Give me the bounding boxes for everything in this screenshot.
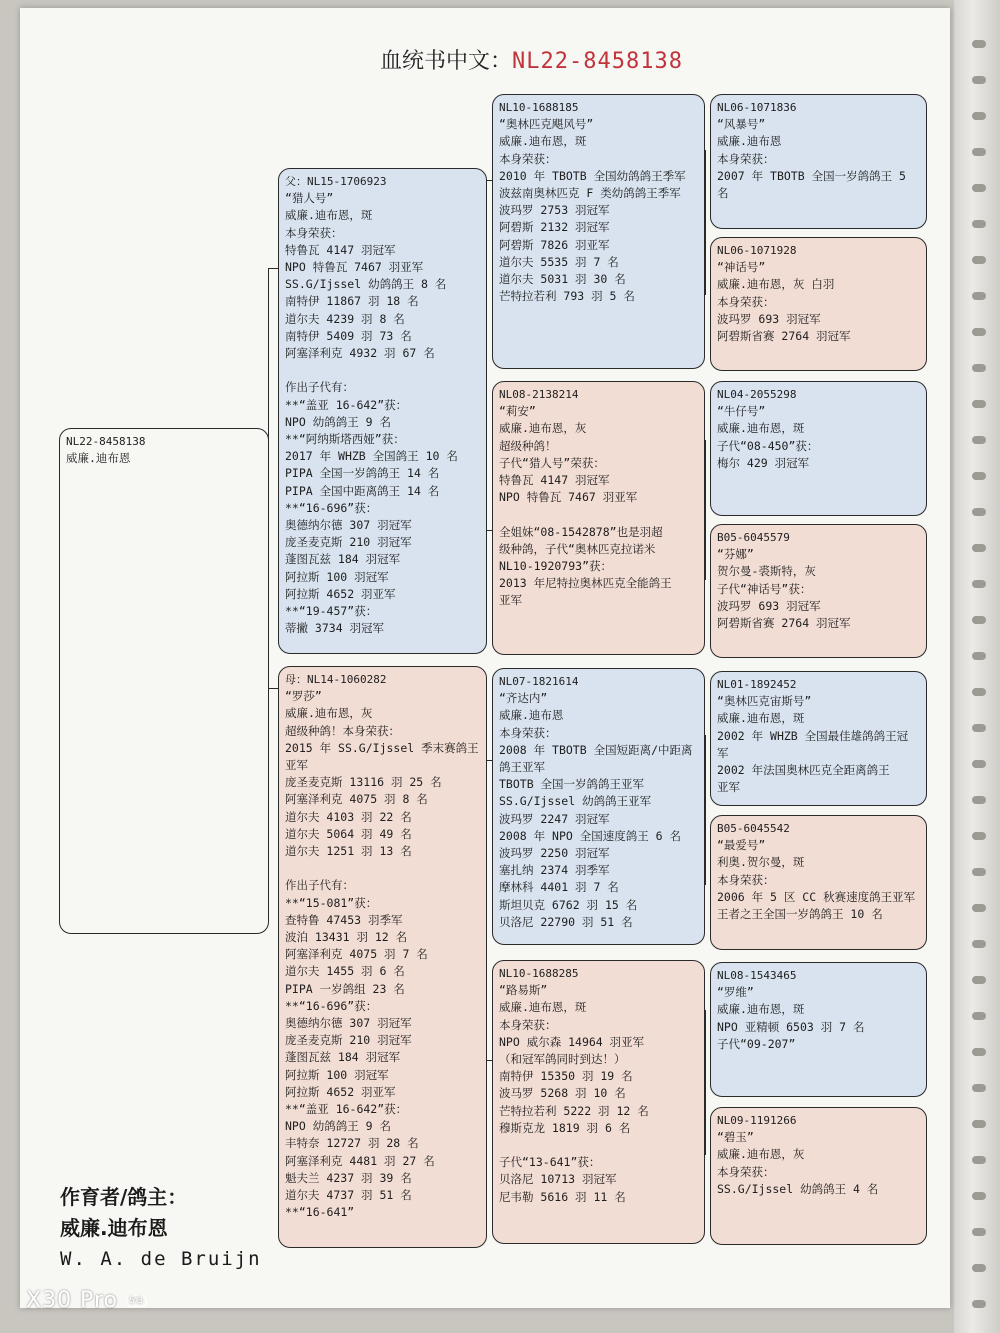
- binder-hole: [972, 544, 986, 552]
- grandparent-ring: NL08-2138214: [499, 388, 579, 401]
- great-grandparent-box: [710, 815, 927, 950]
- detail-line: TBOTB 全国一岁鸽鸽王亚军: [499, 777, 645, 792]
- detail-line: 威廉.迪布恩，斑: [717, 421, 805, 436]
- detail-line: 道尔夫 4239 羽 8 名: [285, 311, 405, 326]
- binder-hole: [972, 976, 986, 984]
- detail-line: **“阿纳斯塔西娅”获：: [285, 432, 405, 447]
- binder-hole: [972, 40, 986, 48]
- detail-line: 子代“09-207”: [717, 1036, 796, 1051]
- binder-hole: [972, 580, 986, 588]
- great-grandparent-ring: NL04-2055298: [717, 388, 797, 401]
- detail-line: 芒特拉若利 793 羽 5 名: [499, 289, 635, 304]
- detail-line: SS.G/Ijssel 幼鸽鸽王 4 名: [717, 1181, 879, 1196]
- detail-line: 2006 年 5 区 CC 秋赛速度鸽王亚军: [717, 889, 916, 904]
- detail-line: 南特伊 15350 羽 19 名: [499, 1069, 633, 1084]
- great-grandparent-details: [717, 837, 921, 923]
- grandparent-ring: NL07-1821614: [499, 675, 579, 688]
- great-grandparent-details: [717, 403, 921, 472]
- great-grandparent-details: [717, 1129, 921, 1198]
- granddam-maternal-box: [492, 960, 705, 1244]
- detail-line: 阿拉斯 4652 羽亚军: [285, 1084, 396, 1099]
- binder-hole: [972, 256, 986, 264]
- sire-box: [278, 168, 487, 654]
- detail-line: 利奥.贺尔曼，斑: [717, 855, 805, 870]
- detail-line: 庞圣麦克斯 210 羽冠军: [285, 535, 412, 550]
- detail-line: 芒特拉若利 5222 羽 12 名: [499, 1103, 649, 1118]
- detail-line: 本身荣获：: [499, 725, 557, 740]
- detail-line: 阿拉斯 100 羽冠军: [285, 569, 389, 584]
- binder-hole: [972, 508, 986, 516]
- detail-line: 威廉.迪布恩，灰: [499, 421, 587, 436]
- detail-line: NPO 特鲁瓦 7467 羽亚军: [285, 260, 424, 275]
- detail-line: 2008 年 NPO 全国速度鸽王 6 名: [499, 828, 682, 843]
- detail-line: **“盖亚 16-642”获：: [285, 397, 408, 412]
- binder-hole: [972, 472, 986, 480]
- great-grandparent-details: [717, 259, 921, 345]
- great-grandparent-ring: NL09-1191266: [717, 1114, 797, 1127]
- detail-line: 道尔夫 5031 羽 30 名: [499, 272, 626, 287]
- detail-line: 超级种鸽！本身荣获：: [285, 723, 400, 738]
- detail-line: 波玛罗 693 羽冠军: [717, 311, 821, 326]
- dam-ring: 母：NL14-1060282: [285, 673, 387, 686]
- detail-line: 级种鸽，子代“奥林匹克拉诺米: [499, 541, 656, 556]
- binder-hole: [972, 436, 986, 444]
- detail-line: 阿碧斯 2132 羽冠军: [499, 220, 610, 235]
- detail-line: 塞扎纳 2374 羽季军: [499, 863, 610, 878]
- detail-line: PIPA 一岁鸽组 23 名: [285, 981, 405, 996]
- detail-line: 亚军: [499, 593, 522, 608]
- detail-line: 波马罗 5268 羽 10 名: [499, 1086, 626, 1101]
- detail-line: 道尔夫 5535 羽 7 名: [499, 254, 619, 269]
- detail-line: 2002 年 WHZB 全国最佳雄鸽鸽王冠: [717, 728, 909, 743]
- detail-line: 特鲁瓦 4147 羽冠军: [499, 473, 610, 488]
- breeder-block: [60, 1182, 262, 1275]
- title-prefix: 血统书中文：: [380, 49, 513, 74]
- binder-hole: [972, 1264, 986, 1272]
- detail-line: 阿碧斯省赛 2764 羽冠军: [717, 329, 851, 344]
- detail-line: “最爱号”: [717, 838, 766, 853]
- great-grandparent-box: [710, 94, 927, 229]
- detail-line: 威廉.迪布恩，斑: [499, 134, 587, 149]
- great-grandparent-details: [717, 546, 921, 632]
- subject-ring: NL22-8458138: [66, 435, 146, 448]
- binder-hole: [972, 760, 986, 768]
- detail-line: “猎人号”: [285, 191, 334, 206]
- detail-line: PIPA 全国中距离鸽王 14 名: [285, 483, 440, 498]
- detail-line: NL10-1920793”获：: [499, 559, 613, 574]
- binder-hole: [972, 1048, 986, 1056]
- binder-hole: [972, 1084, 986, 1092]
- detail-line: 本身荣获：: [717, 872, 775, 887]
- detail-line: 鸽王亚军: [499, 760, 545, 775]
- detail-line: 阿塞泽利克 4075 羽 8 名: [285, 792, 428, 807]
- title-ring-number: NL22-8458138: [512, 49, 683, 74]
- binder-hole: [972, 1012, 986, 1020]
- breeder-label: 作育者/鸽主：: [60, 1185, 188, 1209]
- detail-line: 本身荣获：: [285, 225, 343, 240]
- detail-line: [499, 1137, 699, 1154]
- great-grandparent-box: [710, 962, 927, 1097]
- detail-line: 2017 年 WHZB 全国鸽王 10 名: [285, 449, 458, 464]
- great-grandparent-ring: NL08-1543465: [717, 969, 797, 982]
- connector-line: [705, 1010, 706, 1155]
- detail-line: [285, 860, 481, 877]
- sleeve-edge: [954, 0, 1000, 1333]
- great-grandparent-details: [717, 693, 921, 796]
- detail-line: 尼韦勒 5616 羽 11 名: [499, 1189, 626, 1204]
- binder-hole: [972, 220, 986, 228]
- detail-line: 波兹南奥林匹克 F 类幼鸽鸽王季军: [499, 186, 681, 201]
- detail-line: **“19-457”获：: [285, 604, 378, 619]
- detail-line: [499, 506, 699, 523]
- binder-hole: [972, 1228, 986, 1236]
- binder-hole: [972, 796, 986, 804]
- detail-line: 本身荣获：: [499, 1017, 557, 1032]
- detail-line: 波泊 13431 羽 12 名: [285, 930, 408, 945]
- connector-line: [705, 150, 706, 295]
- detail-line: **“16-696”获：: [285, 500, 378, 515]
- detail-line: “牛仔号”: [717, 404, 766, 419]
- connector-line: [268, 688, 278, 689]
- detail-line: 波玛罗 693 羽冠军: [717, 598, 821, 613]
- binder-hole: [972, 112, 986, 120]
- subject-owner: 威廉.迪布恩: [66, 451, 131, 466]
- detail-line: 阿塞泽利克 4481 羽 27 名: [285, 1153, 435, 1168]
- detail-line: “齐达内”: [499, 691, 548, 706]
- granddam-paternal-box: [492, 381, 705, 655]
- detail-line: 作出子代有：: [285, 380, 354, 395]
- detail-line: 蓬图瓦兹 184 羽冠军: [285, 552, 401, 567]
- binder-hole: [972, 868, 986, 876]
- detail-line: 奥德纳尔德 307 羽冠军: [285, 518, 412, 533]
- great-grandparent-box: [710, 237, 927, 371]
- great-grandparent-ring: NL01-1892452: [717, 678, 797, 691]
- detail-line: 作出子代有：: [285, 878, 354, 893]
- detail-line: 2015 年 SS.G/Ijssel 季末赛鸽王: [285, 740, 479, 755]
- detail-line: NPO 幼鸽鸽王 9 名: [285, 1119, 391, 1134]
- great-grandparent-box: [710, 524, 927, 658]
- detail-line: 2002 年法国奥林匹克全距离鸽王: [717, 763, 890, 778]
- detail-line: 威廉.迪布恩，斑: [717, 1002, 805, 1017]
- detail-line: 波玛罗 2247 羽冠军: [499, 811, 610, 826]
- detail-line: 阿塞泽利克 4932 羽 67 名: [285, 346, 435, 361]
- detail-line: 子代“08-450”获：: [717, 438, 819, 453]
- detail-line: “莉安”: [499, 404, 536, 419]
- grandparent-details: [499, 982, 699, 1206]
- detail-line: SS.G/Ijssel 幼鸽鸽王亚军: [499, 794, 652, 809]
- detail-line: 道尔夫 4737 羽 51 名: [285, 1188, 412, 1203]
- dam-box: [278, 666, 487, 1248]
- detail-line: NPO 特鲁瓦 7467 羽亚军: [499, 490, 638, 505]
- detail-line: 威廉.迪布恩，灰: [285, 706, 373, 721]
- binder-hole: [972, 76, 986, 84]
- detail-line: 道尔夫 1455 羽 6 名: [285, 964, 405, 979]
- connector-line: [705, 440, 706, 580]
- great-grandparent-ring: B05-6045579: [717, 531, 790, 544]
- binder-hole: [972, 688, 986, 696]
- detail-line: 威廉.迪布恩，灰 白羽: [717, 277, 835, 292]
- detail-line: 蒂撇 3734 羽冠军: [285, 621, 385, 636]
- detail-line: 本身荣获：: [717, 151, 775, 166]
- detail-line: 名: [717, 186, 729, 201]
- detail-line: 南特伊 5409 羽 73 名: [285, 328, 412, 343]
- detail-line: 王者之王全国一岁鸽鸽王 10 名: [717, 907, 883, 922]
- great-grandparent-ring: B05-6045542: [717, 822, 790, 835]
- breeder-name-latin: W. A. de Bruijn: [60, 1248, 262, 1270]
- great-grandparent-box: [710, 1107, 927, 1245]
- detail-line: 威廉.迪布恩: [717, 134, 782, 149]
- detail-line: 贝洛尼 22790 羽 51 名: [499, 914, 633, 929]
- detail-line: 阿拉斯 100 羽冠军: [285, 1067, 389, 1082]
- detail-line: 蓬图瓦兹 184 羽冠军: [285, 1050, 401, 1065]
- binder-hole: [972, 1156, 986, 1164]
- detail-line: “神话号”: [717, 260, 766, 275]
- detail-line: 阿碧斯 7826 羽亚军: [499, 237, 610, 252]
- detail-line: 威廉.迪布恩，灰: [717, 1147, 805, 1162]
- detail-line: 2008 年 TBOTB 全国短距离/中距离: [499, 742, 693, 757]
- binder-hole: [972, 1120, 986, 1128]
- detail-line: 道尔夫 5064 羽 49 名: [285, 826, 412, 841]
- detail-line: 2007 年 TBOTB 全国一岁鸽鸽王 5: [717, 168, 906, 183]
- great-grandparent-ring: NL06-1071836: [717, 101, 797, 114]
- binder-hole: [972, 940, 986, 948]
- detail-line: 本身荣获：: [717, 1164, 775, 1179]
- binder-hole: [972, 904, 986, 912]
- detail-line: （和冠军鸽同时到达！）: [499, 1052, 626, 1067]
- binder-hole: [972, 400, 986, 408]
- detail-line: NPO 威尔森 14964 羽亚军: [499, 1034, 645, 1049]
- great-grandparent-ring: NL06-1071928: [717, 244, 797, 257]
- page-title: [380, 44, 683, 75]
- detail-line: **“15-081”获：: [285, 895, 378, 910]
- camera-watermark: [26, 1288, 147, 1313]
- detail-line: 庞圣麦克斯 13116 羽 25 名: [285, 775, 442, 790]
- sire-ring: 父：NL15-1706923: [285, 175, 387, 188]
- sire-details: [285, 190, 481, 637]
- grandparent-details: [499, 116, 699, 305]
- grandparent-details: [499, 690, 699, 931]
- detail-line: 查特鲁 47453 羽季军: [285, 912, 403, 927]
- detail-line: “风暴号”: [717, 117, 766, 132]
- detail-line: 2013 年尼特拉奥林匹克全能鸽王: [499, 576, 672, 591]
- binder-hole: [972, 1192, 986, 1200]
- grandsire-maternal-box: [492, 668, 705, 945]
- detail-line: 波玛罗 2753 羽冠军: [499, 203, 610, 218]
- binder-hole: [972, 292, 986, 300]
- detail-line: “罗莎”: [285, 689, 322, 704]
- detail-line: 贺尔曼-裘斯特，灰: [717, 564, 816, 579]
- great-grandparent-box: [710, 671, 927, 806]
- detail-line: 波玛罗 2250 羽冠军: [499, 846, 610, 861]
- binder-hole: [972, 724, 986, 732]
- binder-hole: [972, 832, 986, 840]
- detail-line: 特鲁瓦 4147 羽冠军: [285, 242, 396, 257]
- detail-line: “奥林匹克飓风号”: [499, 117, 594, 132]
- grandparent-details: [499, 403, 699, 609]
- detail-line: 阿塞泽利克 4075 羽 7 名: [285, 947, 428, 962]
- detail-line: SS.G/Ijssel 幼鸽鸽王 8 名: [285, 277, 447, 292]
- detail-line: 威廉.迪布恩，斑: [717, 711, 805, 726]
- great-grandparent-box: [710, 381, 927, 516]
- detail-line: 贝洛尼 10713 羽冠军: [499, 1172, 617, 1187]
- detail-line: “奥林匹克宙斯号”: [717, 694, 812, 709]
- connector-line: [268, 268, 278, 269]
- detail-line: NPO 亚精顿 6503 羽 7 名: [717, 1019, 865, 1034]
- detail-line: NPO 幼鸽鸽王 9 名: [285, 414, 391, 429]
- detail-line: 威廉.迪布恩，斑: [285, 208, 373, 223]
- detail-line: 本身荣获：: [717, 294, 775, 309]
- detail-line: 梅尔 429 羽冠军: [717, 455, 810, 470]
- detail-line: 军: [717, 745, 729, 760]
- detail-line: 威廉.迪布恩，斑: [499, 1000, 587, 1015]
- detail-line: 子代“猎人号”荣获：: [499, 455, 605, 470]
- great-grandparent-details: [717, 984, 921, 1053]
- binder-hole: [972, 1300, 986, 1308]
- connector-line: [705, 735, 706, 885]
- breeder-name-cn: 威廉.迪布恩: [60, 1216, 168, 1240]
- detail-line: 奥德纳尔德 307 羽冠军: [285, 1016, 412, 1031]
- detail-line: “罗维”: [717, 985, 754, 1000]
- detail-line: **“16-641”: [285, 1205, 355, 1220]
- detail-line: PIPA 全国一岁鸽鸽王 14 名: [285, 466, 440, 481]
- detail-line: 丰特奈 12727 羽 28 名: [285, 1136, 419, 1151]
- detail-line: 魁夫兰 4237 羽 39 名: [285, 1170, 412, 1185]
- binder-hole: [972, 328, 986, 336]
- detail-line: 阿碧斯省赛 2764 羽冠军: [717, 616, 851, 631]
- binder-hole: [972, 652, 986, 660]
- detail-line: 本身荣获：: [499, 151, 557, 166]
- detail-line: 超级种鸽！: [499, 438, 557, 453]
- subject-box: [59, 428, 269, 934]
- detail-line: [285, 362, 481, 379]
- dam-details: [285, 688, 481, 1221]
- grandparent-ring: NL10-1688185: [499, 101, 579, 114]
- detail-line: “路易斯”: [499, 983, 548, 998]
- detail-line: 亚军: [285, 758, 308, 773]
- network-tag: 5G: [126, 1295, 147, 1307]
- detail-line: 斯坦贝克 6762 羽 15 名: [499, 897, 638, 912]
- binder-hole: [972, 148, 986, 156]
- detail-line: “碧玉”: [717, 1130, 754, 1145]
- detail-line: **“16-696”获：: [285, 998, 378, 1013]
- binder-hole: [972, 616, 986, 624]
- detail-line: “芬娜”: [717, 547, 754, 562]
- detail-line: **“盖亚 16-642”获：: [285, 1102, 408, 1117]
- binder-hole: [972, 184, 986, 192]
- detail-line: 2010 年 TBOTB 全国幼鸽鸽王季军: [499, 168, 686, 183]
- detail-line: 全姐妹“08-1542878”也是羽超: [499, 524, 663, 539]
- detail-line: 道尔夫 1251 羽 13 名: [285, 844, 412, 859]
- detail-line: 穆斯克龙 1819 羽 6 名: [499, 1120, 631, 1135]
- binder-hole: [972, 364, 986, 372]
- grandsire-paternal-box: [492, 94, 705, 369]
- detail-line: 摩林科 4401 羽 7 名: [499, 880, 619, 895]
- detail-line: 道尔夫 4103 羽 22 名: [285, 809, 412, 824]
- detail-line: 南特伊 11867 羽 18 名: [285, 294, 419, 309]
- camera-model: X30 Pro: [26, 1288, 118, 1313]
- binder-holes: [966, 0, 992, 1333]
- detail-line: 威廉.迪布恩: [499, 708, 564, 723]
- detail-line: 庞圣麦克斯 210 羽冠军: [285, 1033, 412, 1048]
- detail-line: 亚军: [717, 780, 740, 795]
- great-grandparent-details: [717, 116, 921, 202]
- grandparent-ring: NL10-1688285: [499, 967, 579, 980]
- detail-line: 子代“神话号”获：: [717, 581, 812, 596]
- detail-line: 阿拉斯 4652 羽亚军: [285, 586, 396, 601]
- detail-line: 子代“13-641”获：: [499, 1155, 601, 1170]
